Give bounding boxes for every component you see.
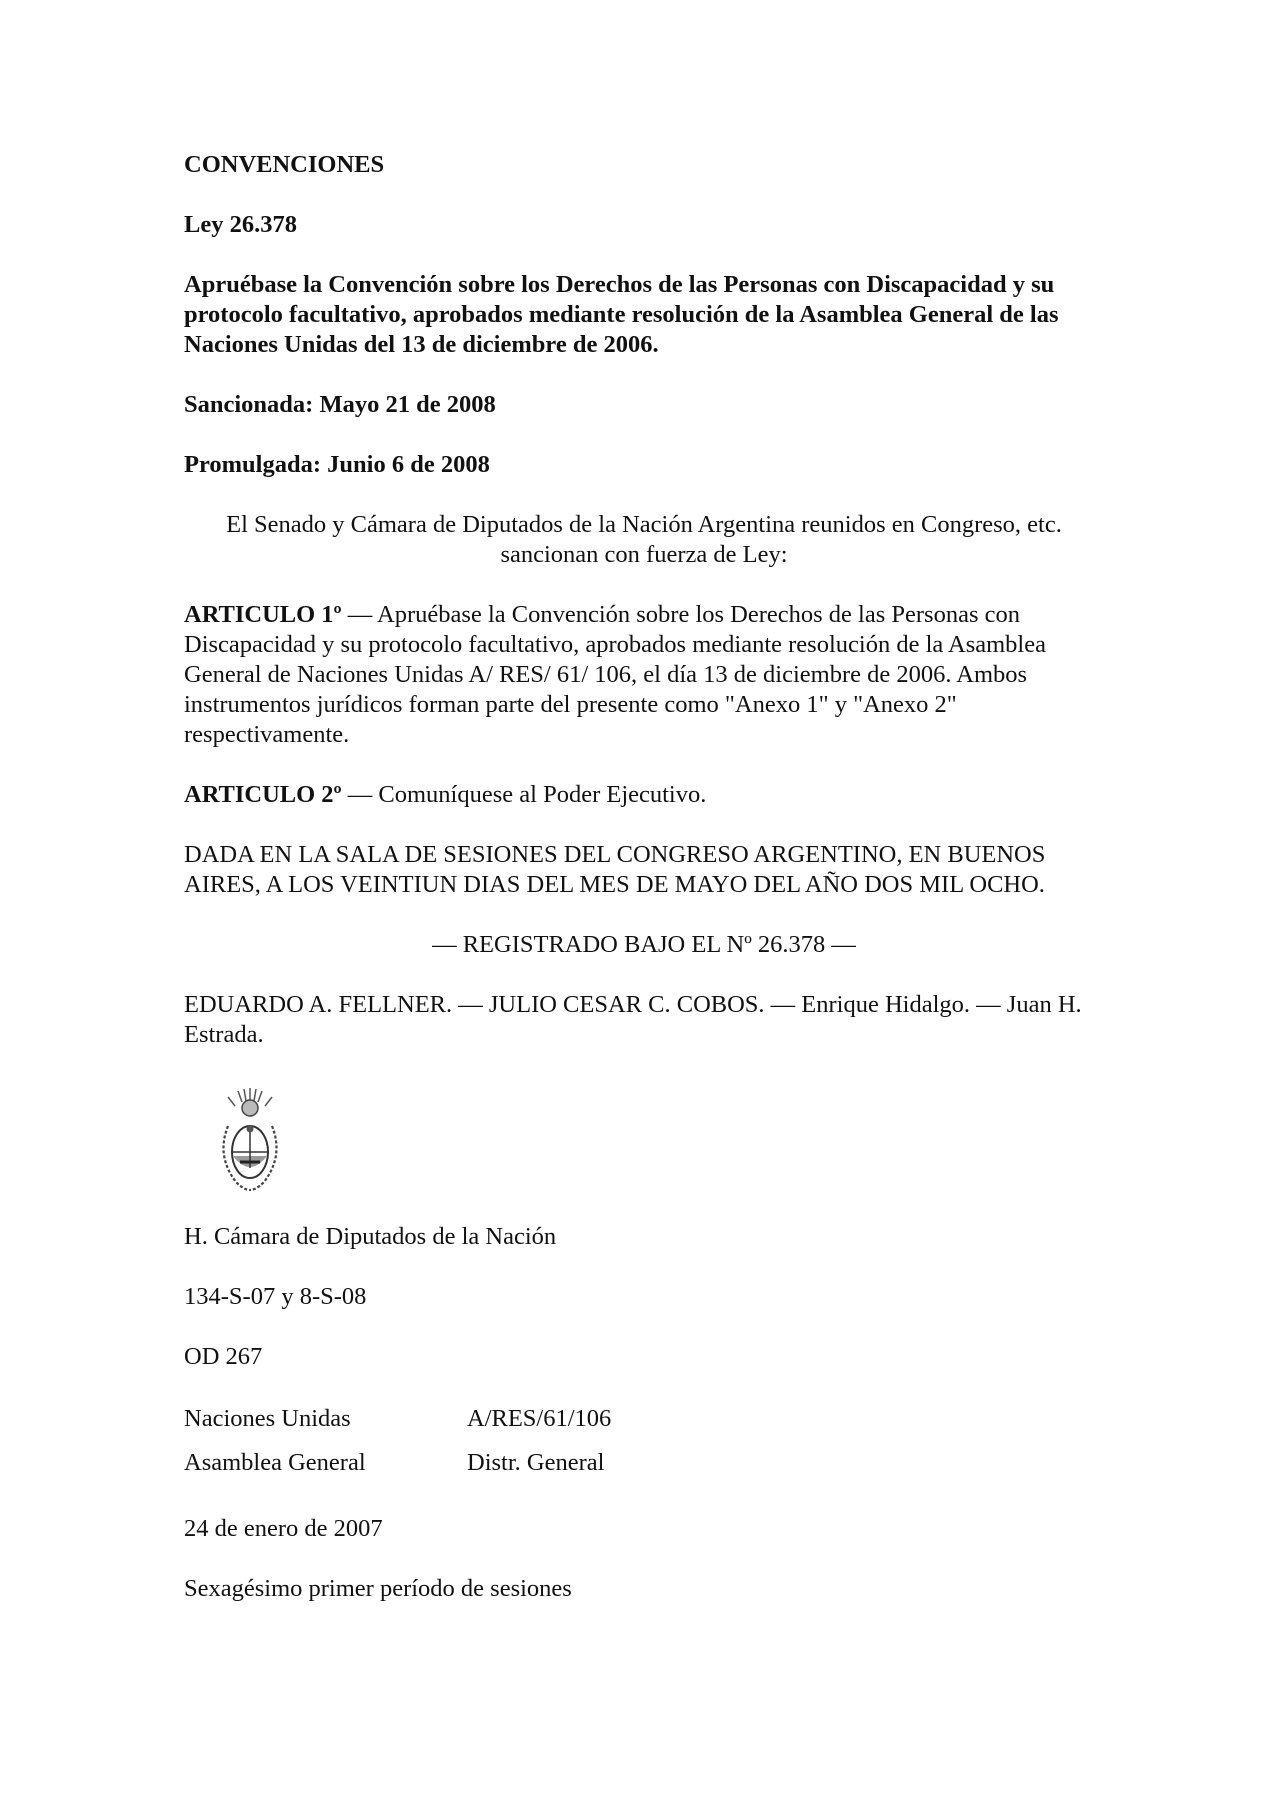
article-1-label: ARTICULO 1º [184,601,342,628]
given-clause: DADA EN LA SALA DE SESIONES DEL CONGRESO ARGENTINO, EN BUENOS AIRES, A LOS VEINTIUN DIAS DEL MES DE MAYO DEL AÑO DOS MIL OCHO. [184,841,1046,898]
law-number: Ley 26.378 [184,211,297,238]
chamber-name: H. Cámara de Diputados de la Nación [184,1223,557,1250]
article-1 [184,600,1104,750]
article-2 [184,780,1104,810]
signatures: EDUARDO A. FELLNER. — JULIO CESAR C. COBOS. — Enrique Hidalgo. — Juan H. Estrada. [184,991,1082,1048]
enactment-line-1: El Senado y Cámara de Diputados de la Nación Argentina reunidos en Congreso, etc. [226,511,1062,538]
document-page [184,150,1104,1604]
un-reference-table [184,1404,1104,1478]
resolution-date: 24 de enero de 2007 [184,1515,383,1542]
un-row-right: Distr. General [467,1449,605,1476]
un-row-right: A/RES/61/106 [467,1405,612,1432]
un-row [184,1448,1104,1478]
file-number: 134-S-07 y 8-S-08 [184,1283,367,1310]
un-row-left: Naciones Unidas [184,1405,351,1432]
session-period: Sexagésimo primer período de sesiones [184,1575,572,1602]
sanctioned-date: Sancionada: Mayo 21 de 2008 [184,391,496,418]
law-summary: Apruébase la Convención sobre los Derechos de las Personas con Discapacidad y su protocolo facultativo, aprobados mediante resolución de la Asamblea General de las Naciones Unidas del 13 de diciembre de 2006. [184,271,1059,358]
promulgated-date: Promulgada: Junio 6 de 2008 [184,451,490,478]
un-row [184,1404,1104,1448]
un-row-left: Asamblea General [184,1449,366,1476]
argentine-coat-of-arms-icon [210,1086,290,1196]
order-number: OD 267 [184,1343,263,1370]
article-1-text: — Apruébase la Convención sobre los Derechos de las Personas con Discapacidad y su protocolo facultativo, aprobados mediante resolución de la Asamblea General de Naciones Unidas A/ RES/ 61/ 106, el día 13 de diciembre de 2006. Ambos instrumentos jurídicos forman parte del presente como "Anexo 1" y "Anexo 2" respectivamente. [184,601,1046,748]
section-heading: CONVENCIONES [184,151,385,178]
registration-line: — REGISTRADO BAJO EL Nº 26.378 — [432,931,856,958]
enactment-line-2: sancionan con fuerza de Ley: [500,541,788,568]
article-2-label: ARTICULO 2º [184,781,342,808]
enactment-formula [184,510,1104,570]
article-2-text: — Comuníquese al Poder Ejecutivo. [341,781,707,808]
